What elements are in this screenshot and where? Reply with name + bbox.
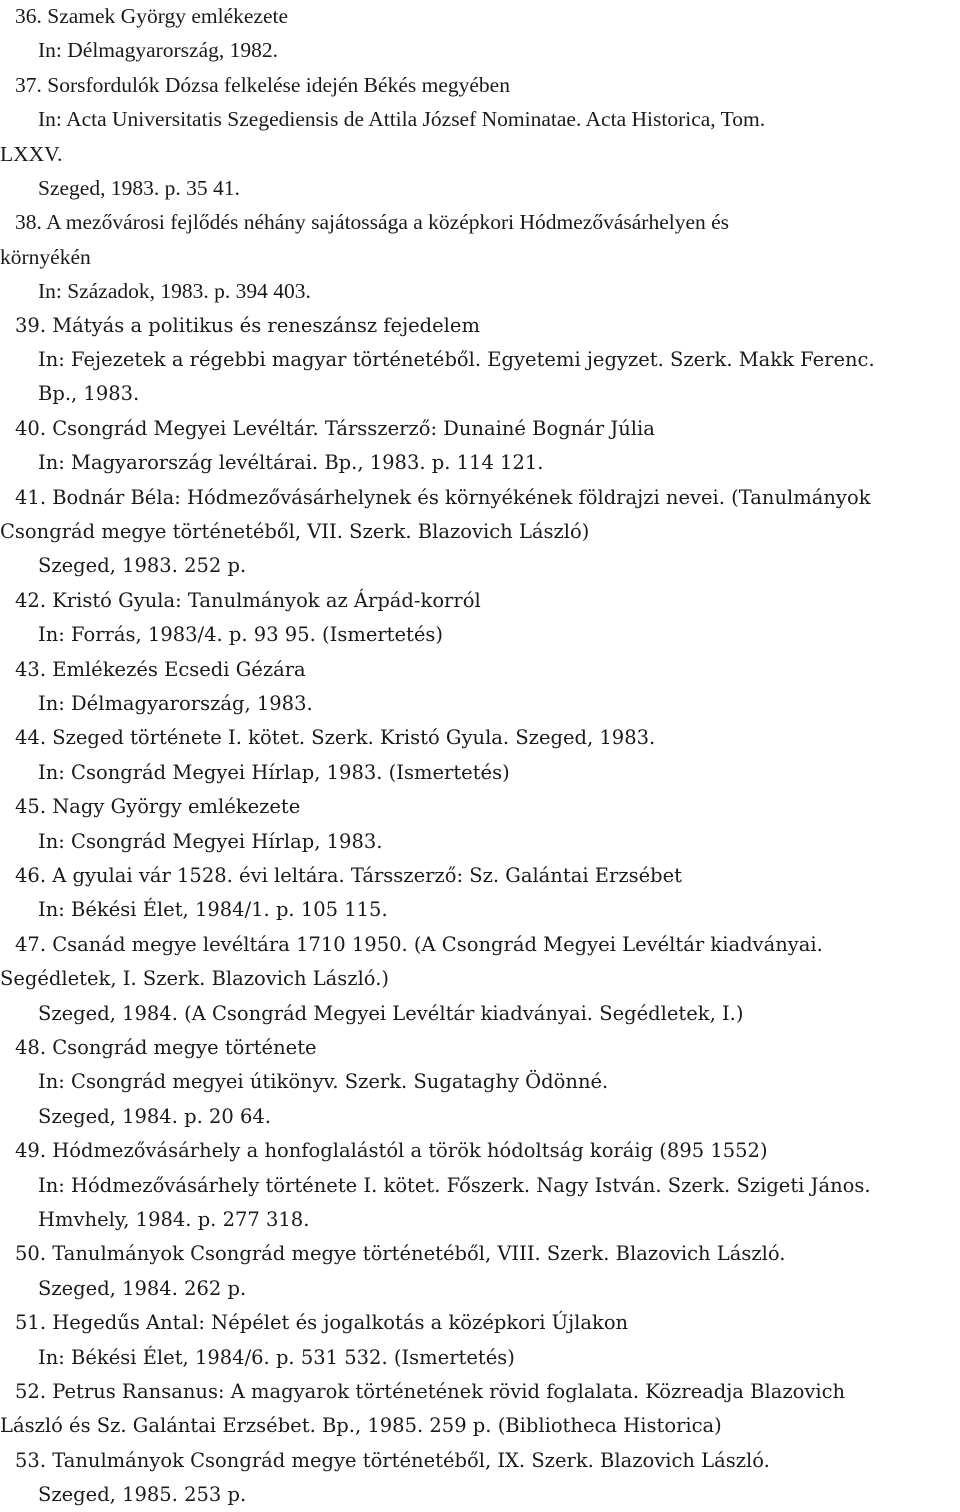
bibliography-line: Szeged, 1984. 262 p.	[38, 1276, 247, 1300]
bibliography-line: In: Csongrád Megyei Hírlap, 1983. (Ismertetés)	[38, 760, 510, 784]
bibliography-line: Segédletek, I. Szerk. Blazovich László.)	[0, 967, 390, 991]
bibliography-line: Szeged, 1983. p. 35 41.	[38, 176, 240, 200]
bibliography-line: Bp., 1983.	[38, 382, 140, 406]
bibliography-line: In: Hódmezővásárhely története I. kötet. Főszerk. Nagy István. Szerk. Szigeti János.	[38, 1173, 871, 1197]
bibliography-line: 42. Kristó Gyula: Tanulmányok az Árpád-korról	[15, 588, 481, 612]
bibliography-line: In: Fejezetek a régebbi magyar történetéből. Egyetemi jegyzet. Szerk. Makk Ferenc.	[38, 348, 875, 371]
bibliography-line: 52. Petrus Ransanus: A magyarok történetének rövid foglalata. Közreadja Blazovich	[15, 1380, 846, 1403]
bibliography-line: Hmvhely, 1984. p. 277 318.	[38, 1208, 310, 1231]
bibliography-line: 38. A mezővárosi fejlődés néhány sajátossága a középkori Hódmezővásárhelyen és	[15, 210, 730, 235]
bibliography-line: Csongrád megye történetéből, VII. Szerk. Blazovich László)	[0, 520, 590, 543]
bibliography-line: 46. A gyulai vár 1528. évi leltára. Társszerző: Sz. Galántai Erzsébet	[15, 864, 682, 887]
bibliography-line: 45. Nagy György emlékezete	[15, 795, 301, 819]
bibliography-line: In: Századok, 1983. p. 394 403.	[38, 279, 311, 304]
bibliography-line: 43. Emlékezés Ecsedi Gézára	[15, 657, 306, 681]
bibliography-line: környékén	[0, 244, 91, 269]
bibliography-line: 51. Hegedűs Antal: Népélet és jogalkotás a középkori Újlakon	[15, 1311, 629, 1335]
bibliography-line: In: Békési Élet, 1984/1. p. 105 115.	[38, 898, 388, 922]
bibliography-line: LXXV.	[0, 141, 63, 166]
bibliography-line: 39. Mátyás a politikus és reneszánsz fejedelem	[15, 313, 480, 337]
bibliography-line: In: Délmagyarország, 1982.	[38, 38, 279, 63]
bibliography-line: 41. Bodnár Béla: Hódmezővásárhelynek és környékének földrajzi nevei. (Tanulmányok	[15, 485, 871, 509]
bibliography-line: Szeged, 1984. p. 20 64.	[38, 1104, 272, 1128]
bibliography-line: In: Délmagyarország, 1983.	[38, 692, 313, 715]
bibliography-line: In: Magyarország levéltárai. Bp., 1983. p. 114 121.	[38, 451, 544, 475]
bibliography-line: In: Acta Universitatis Szegediensis de Attila József Nominatae. Acta Historica, Tom.	[38, 107, 766, 132]
bibliography-line: In: Forrás, 1983/4. p. 93 95. (Ismertetés)	[38, 623, 444, 647]
bibliography-line: László és Sz. Galántai Erzsébet. Bp., 1985. 259 p. (Bibliotheca Historica)	[0, 1414, 722, 1438]
bibliography-line: 47. Csanád megye levéltára 1710 1950. (A Csongrád Megyei Levéltár kiadványai.	[15, 932, 823, 956]
bibliography-line: In: Csongrád Megyei Hírlap, 1983.	[38, 829, 383, 853]
bibliography-line: In: Békési Élet, 1984/6. p. 531 532. (Ismertetés)	[38, 1345, 515, 1369]
bibliography-line: 49. Hódmezővásárhely a honfoglalástól a török hódoltság koráig (895 1552)	[15, 1139, 768, 1163]
bibliography-line: Szeged, 1985. 253 p.	[38, 1483, 247, 1507]
bibliography-line: 48. Csongrád megye története	[15, 1036, 317, 1059]
bibliography-line: 36. Szamek György emlékezete	[15, 4, 289, 28]
bibliography-line: 53. Tanulmányok Csongrád megye történetéből, IX. Szerk. Blazovich László.	[15, 1448, 770, 1472]
bibliography-line: 50. Tanulmányok Csongrád megye történetéből, VIII. Szerk. Blazovich László.	[15, 1242, 786, 1266]
bibliography-line: In: Csongrád megyei útikönyv. Szerk. Sugataghy Ödönné.	[38, 1070, 609, 1094]
bibliography-line: 40. Csongrád Megyei Levéltár. Társszerző: Dunainé Bognár Júlia	[15, 416, 655, 440]
bibliography-line: 44. Szeged története I. kötet. Szerk. Kristó Gyula. Szeged, 1983.	[15, 726, 656, 750]
bibliography-line: Szeged, 1983. 252 p.	[38, 554, 247, 578]
bibliography-line: 37. Sorsfordulók Dózsa felkelése idején Békés megyében	[15, 72, 510, 97]
bibliography-line: Szeged, 1984. (A Csongrád Megyei Levéltár kiadványai. Segédletek, I.)	[38, 1001, 744, 1025]
